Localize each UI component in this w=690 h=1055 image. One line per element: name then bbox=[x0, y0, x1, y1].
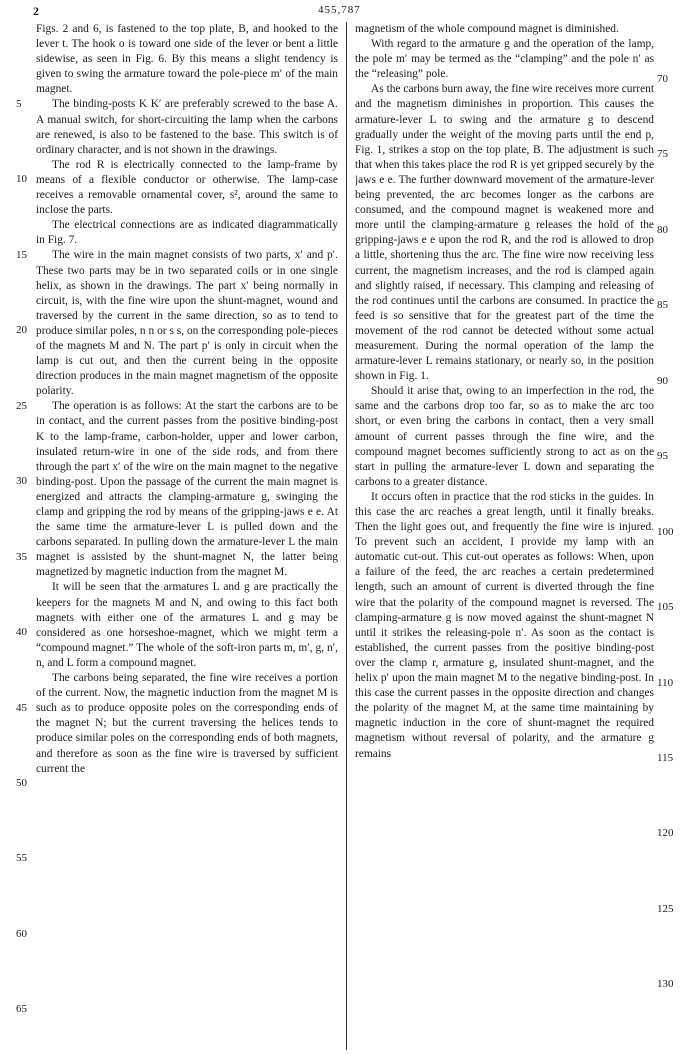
line-number: 80 bbox=[657, 224, 668, 236]
line-number: 25 bbox=[16, 400, 27, 412]
line-number: 110 bbox=[657, 677, 674, 689]
line-number: 5 bbox=[16, 98, 22, 110]
line-number: 95 bbox=[657, 450, 668, 462]
line-number: 55 bbox=[16, 852, 27, 864]
line-number: 45 bbox=[16, 702, 27, 714]
line-number: 105 bbox=[657, 601, 674, 613]
paragraph: The binding-posts K K′ are preferably screwed to the base A. A manual switch, for short-circuiting the lamp when the carbons are renewed, is also to be fastened to the base. This switch is of ordinary character, and is not shown in the drawings. bbox=[36, 98, 338, 156]
paragraph: It will be seen that the armatures L and g are practically the keepers for the magnets M and N, and owing to this fact both magnets with either one of the armatures L and g may be considered as one horseshoe-magnet, which we might term a “compound magnet.” The whole of the soft-iron parts m, m′, g, n′, n, and L form a compound magnet. bbox=[36, 581, 338, 669]
line-number: 65 bbox=[16, 1003, 27, 1015]
paragraph: The carbons being separated, the fine wire receives a portion of the current. Now, the magnetic induction from the magnet M is such as to produce opposite poles on the corresponding ends of the magnet N; but the current traversing the helices tends to produce similar poles on the corresponding ends of both magnets, and therefore as soon as the fine wire is traversed by sufficient current the bbox=[36, 672, 338, 775]
paragraph: Should it arise that, owing to an imperfection in the rod, the same and the carbons drop too far, so as to make the arc too short, or even bring the carbons in contact, then a very small amount of current passes through the fine wire, and the compound magnet becomes sufficiently strong to act as on the start in pulling the armature-lever L down and separating the carbons to a greater distance. bbox=[355, 385, 654, 488]
paragraph: As the carbons burn away, the fine wire receives more current and the magnetism diminishes in proportion. This causes the armature-lever L to swing and the armature g to descend gradually under the weight of the moving parts until the end p, Fig. 1, strikes a stop on the top plate, B. The adjustment is such that when this takes place the rod R is yet gripped securely by the jaws e e. The further downward movement of the armature-lever being prevented, the arc becomes longer as the carbons are consumed, and the compound magnet is weakened more and more until the clamping-armature g releases the hold of the gripping-jaws e e upon the rod R, and the rod is allowed to drop a little, shortening thus the arc. The fine wire now receiving less current, the magnetism increases, and the rod is clamped again and slightly raised, if necessary. This clamping and releasing of the rod continues until the carbons are consumed. In practice the feed is so sensitive that for the greatest part of the time the movement of the rod cannot be detected without some actual measurement. During the normal operation of the lamp the armature-lever L remains stationary, or nearly so, in the position shown in Fig. 1. bbox=[355, 83, 654, 383]
line-number: 40 bbox=[16, 626, 27, 638]
paragraph: The rod R is electrically connected to the lamp-frame by means of a flexible conductor or otherwise. The lamp-case receives a removable ornamental cover, s², around the same to inclose the parts. bbox=[36, 158, 338, 217]
line-number: 60 bbox=[16, 928, 27, 940]
line-number: 15 bbox=[16, 249, 27, 261]
paragraph: The wire in the main magnet consists of two parts, x′ and p′. These two parts may be in two separated coils or in one single helix, as shown in the drawings. The part x′ being normally in circuit, is, with the fine wire upon the shunt-magnet, wound and traversed by the current in the same direction, so as to tend to produce similar poles, n n or s s, on the corresponding pole-pieces of the magnets M and N. The part p′ is only in circuit when the lamp is cut out, and then the current being in the opposite direction produces in the main magnet magnetism of the opposite polarity. bbox=[36, 249, 338, 398]
line-number: 35 bbox=[16, 551, 27, 563]
line-number: 120 bbox=[657, 827, 674, 839]
line-number: 100 bbox=[657, 526, 674, 538]
line-number: 10 bbox=[16, 173, 27, 185]
right-column bbox=[355, 22, 654, 1050]
paragraph: It occurs often in practice that the rod sticks in the guides. In this case the arc reaches a great length, until it finally breaks. Then the light goes out, and frequently the fine wire is injured. To prevent such an accident, I provide my lamp with an automatic cut-out. This cut-out operates as follows: When, upon a failure of the feed, the arc reaches a certain predetermined length, such an amount of current is diverted through the fine wire that the polarity of the compound magnet is reversed. The clamping-armature g is now moved against the shunt-magnet N until it strikes the releasing-pole n′. As soon as the contact is established, the current passes from the positive binding-post over the clamp r, armature g, insulated shunt-magnet, and the helix p′ upon the main magnet M to the negative binding-post. In this case the current passes in the opposite direction and changes the polarity of the magnet M, at the same time maintaining by magnetic induction in the core of shunt-magnet the required magnetism without reversal of polarity, and the armature g remains bbox=[355, 490, 654, 760]
line-number: 50 bbox=[16, 777, 27, 789]
left-column bbox=[36, 22, 338, 1050]
paragraph: Figs. 2 and 6, is fastened to the top plate, B, and hooked to the lever t. The hook o is toward one side of the lever or bent a little sidewise, as seen in Fig. 6. By this means a slight tendency is given to swing the armature toward the pole-piece m′ of the main magnet. bbox=[36, 23, 338, 96]
line-number: 20 bbox=[16, 324, 27, 336]
line-number: 125 bbox=[657, 903, 674, 915]
line-number: 90 bbox=[657, 375, 668, 387]
line-number: 70 bbox=[657, 73, 668, 85]
column-divider bbox=[346, 22, 347, 1050]
line-number: 85 bbox=[657, 299, 668, 311]
line-number: 30 bbox=[16, 475, 27, 487]
line-number: 75 bbox=[657, 148, 668, 160]
page-header bbox=[0, 4, 690, 20]
paragraph: The electrical connections are as indicated diagrammatically in Fig. 7. bbox=[36, 219, 338, 247]
line-number: 130 bbox=[657, 978, 674, 990]
line-number: 115 bbox=[657, 752, 674, 764]
patent-number: 455,787 bbox=[318, 4, 361, 16]
paragraph: With regard to the armature g and the operation of the lamp, the pole m′ may be termed as the “clamping” and the pole n′ as the “releasing” pole. bbox=[355, 38, 654, 81]
paragraph: magnetism of the whole compound magnet is diminished. bbox=[355, 23, 619, 35]
page-number: 2 bbox=[33, 4, 39, 18]
paragraph: The operation is as follows: At the start the carbons are to be in contact, and the current passes from the positive binding-post K to the lamp-frame, carbon-holder, upper and lower carbon, insulated return-wire in one of the side rods, and from there through the part x′ of the wire on the main magnet to the negative binding-post. Upon the passage of the current the main magnet is energized and attracts the clamping-armature g, swinging the clamp and gripping the rod by means of the gripping-jaws e e. At the same time the armature-lever L is pulled down and the carbons separated. In pulling down the armature-lever L the main magnet is assisted by the shunt-magnet N, the latter being magnetized by magnetic induction from the magnet M. bbox=[36, 400, 338, 579]
